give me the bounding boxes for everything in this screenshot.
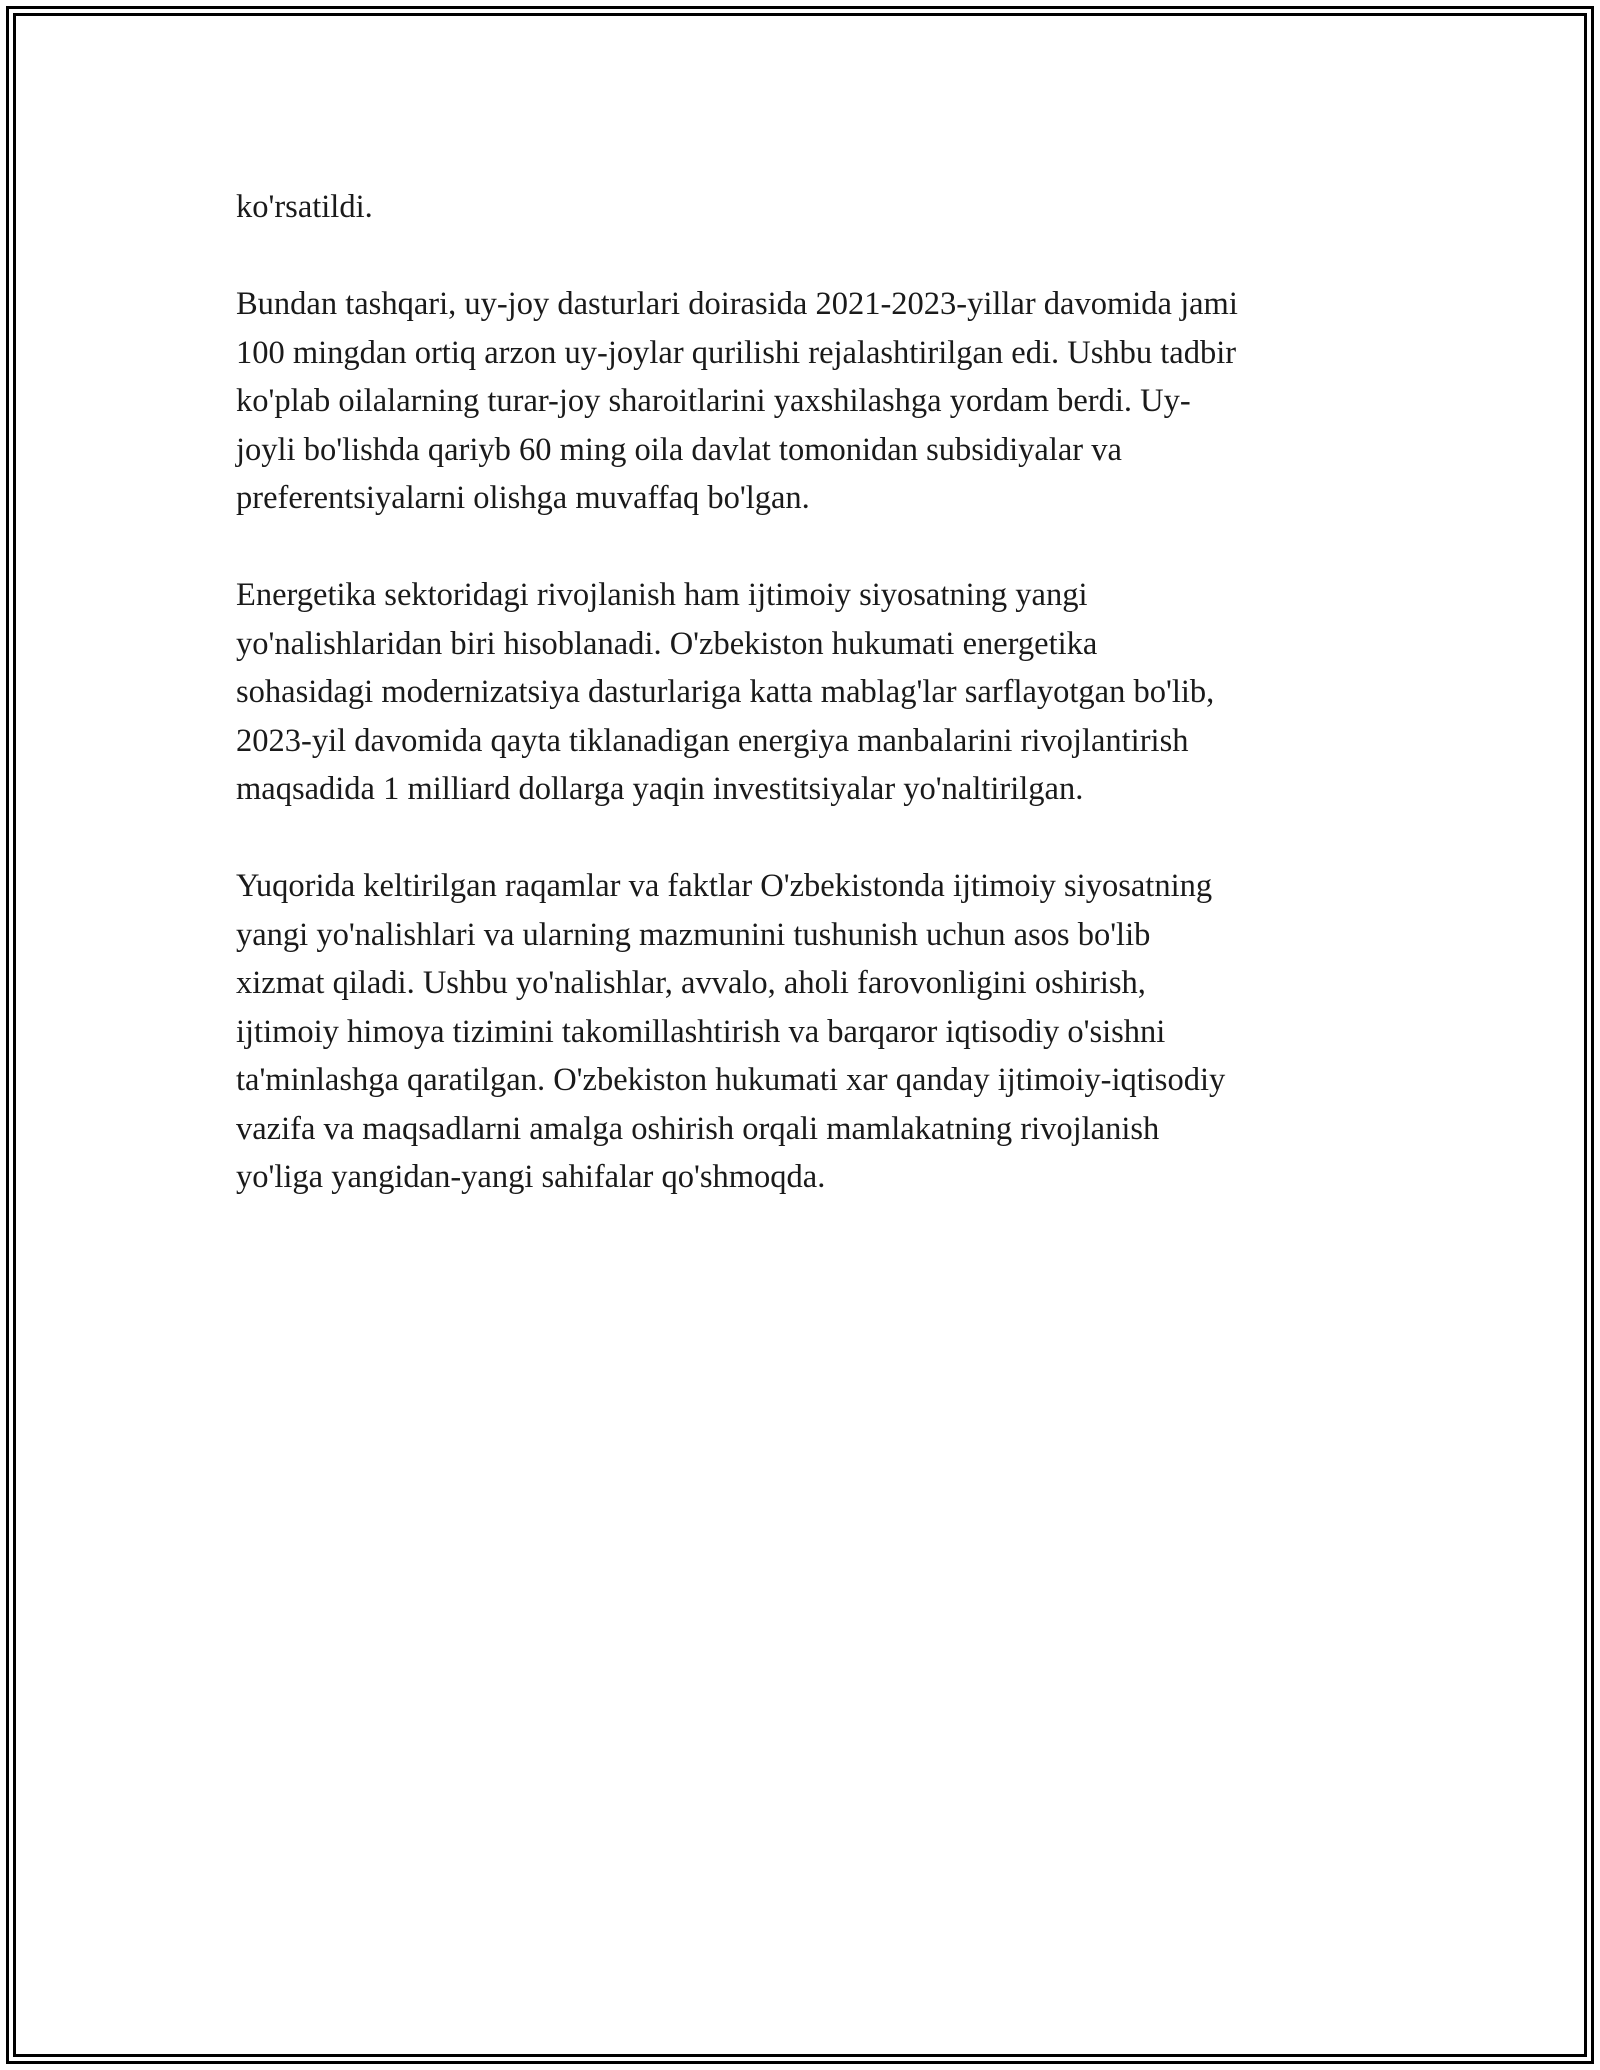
text-line: Energetika sektoridagi rivojlanish ham ijtimoiy siyosatning yangi: [236, 577, 1088, 613]
text-line: ijtimoiy himoya tizimini takomillashtirish va barqaror iqtisodiy o'sishni: [236, 1013, 1166, 1050]
paragraph-continuation: [236, 183, 1376, 232]
text-line: yo'nalishlaridan biri hisoblanadi. O'zbekiston hukumati energetika: [236, 625, 1098, 662]
paragraph-energy-sector: [236, 571, 1376, 814]
text-line: yangi yo'nalishlari va ularning mazmunini tushunish uchun asos bo'lib: [236, 916, 1151, 953]
document-body: [236, 183, 1376, 1250]
text-line: preferentsiyalarni olishga muvaffaq bo'lgan.: [236, 480, 810, 516]
text-line: ko'rsatildi.: [236, 189, 373, 225]
text-line: Yuqorida keltirilgan raqamlar va faktlar O'zbekistonda ijtimoiy siyosatning: [236, 868, 1213, 904]
text-line: ko'plab oilalarning turar-joy sharoitlarini yaxshilashga yordam berdi. Uy-: [236, 383, 1191, 419]
text-line: xizmat qiladi. Ushbu yo'nalishlar, avvalo, aholi farovonligini oshirish,: [236, 965, 1146, 1001]
text-line: sohasidagi modernizatsiya dasturlariga katta mablag'lar sarflayotgan bo'lib,: [236, 674, 1215, 710]
text-line: yo'liga yangidan-yangi sahifalar qo'shmoqda.: [236, 1159, 826, 1195]
paragraph-housing-programs: [236, 280, 1376, 523]
text-line: 100 mingdan ortiq arzon uy-joylar qurilishi rejalashtirilgan edi. Ushbu tadbir: [236, 334, 1237, 371]
text-line: Bundan tashqari, uy-joy dasturlari doirasida 2021-2023-yillar davomida jami: [236, 286, 1238, 322]
text-line: joyli bo'lishda qariyb 60 ming oila davlat tomonidan subsidiyalar va: [236, 431, 1122, 468]
text-line: ta'minlashga qaratilgan. O'zbekiston hukumati xar qanday ijtimoiy-iqtisodiy: [236, 1062, 1226, 1098]
text-line: maqsadida 1 milliard dollarga yaqin investitsiyalar yo'naltirilgan.: [236, 771, 1084, 807]
text-line: vazifa va maqsadlarni amalga oshirish orqali mamlakatning rivojlanish: [236, 1110, 1160, 1147]
paragraph-conclusion: [236, 862, 1376, 1202]
text-line: 2023-yil davomida qayta tiklanadigan energiya manbalarini rivojlantirish: [236, 722, 1189, 759]
